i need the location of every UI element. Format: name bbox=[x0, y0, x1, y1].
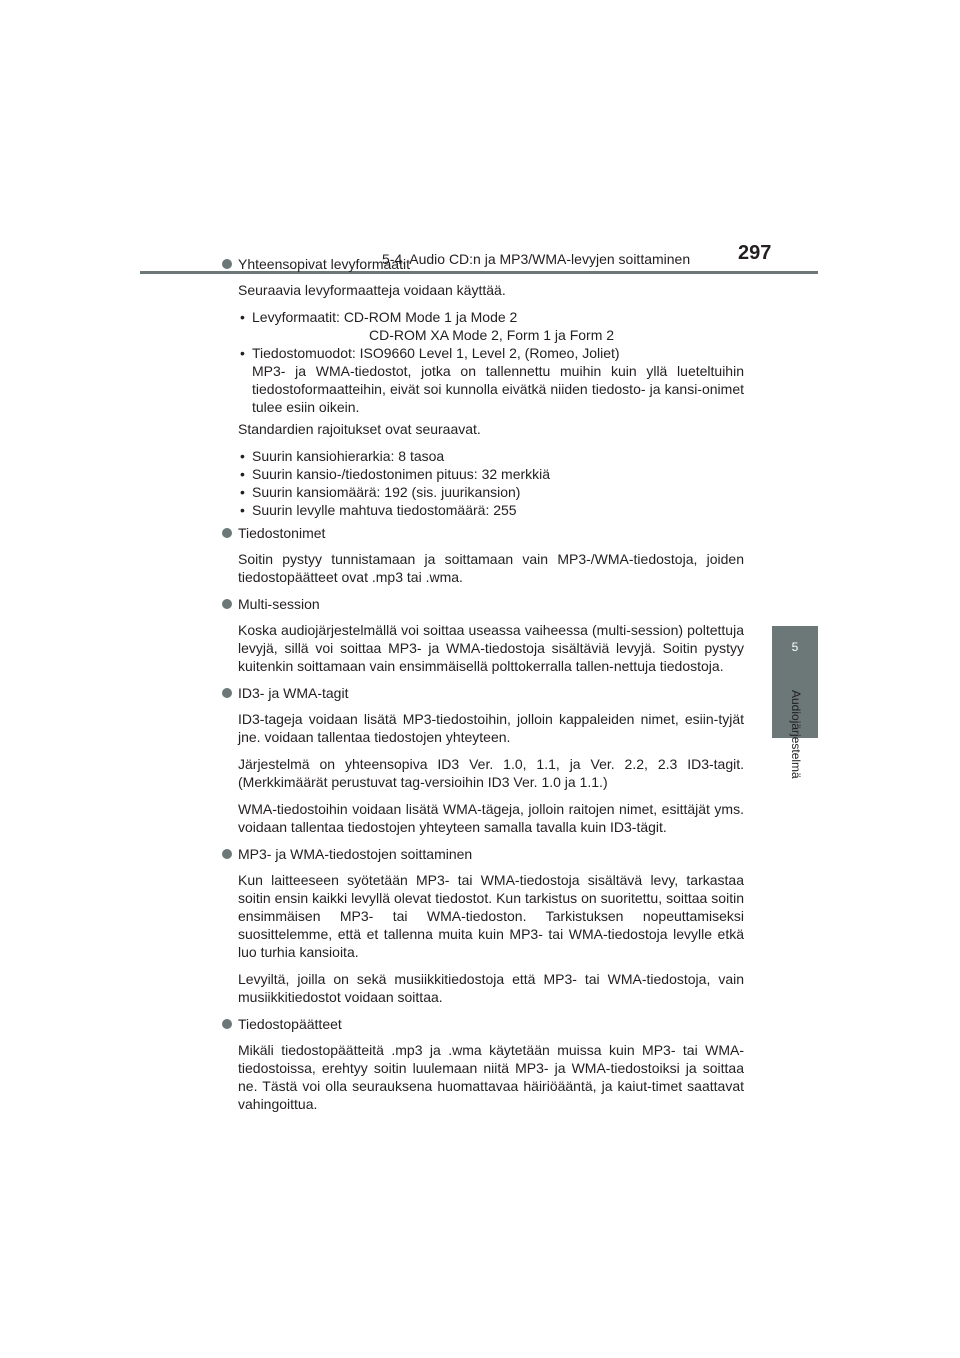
heading-text: Yhteensopivat levyformaatit bbox=[238, 256, 410, 272]
paragraph: Soitin pystyy tunnistamaan ja soittamaan vain MP3-/WMA-tiedostoja, joiden tiedostopäätteet ovat .mp3 tai .wma. bbox=[238, 551, 744, 585]
section-disc-formats bbox=[222, 255, 744, 519]
list-item-text: • Tiedostomuodot: ISO9660 Level 1, Level 2, (Romeo, Joliet) bbox=[252, 345, 620, 361]
section-heading bbox=[222, 595, 744, 613]
section-playback bbox=[222, 845, 744, 1006]
paragraph: Koska audiojärjestelmällä voi soittaa useassa vaiheessa (multi-session) poltettuja levyjä, sillä voi soittaa MP3- ja WMA-tiedostoja sisältäviä levyjä. Soitin pystyy kuitenkin soittamaan vain ensimmäisellä polttokerralla tallen-nettuja tiedostoja. bbox=[238, 622, 744, 674]
chapter-label-box bbox=[789, 690, 803, 890]
section-file-names bbox=[222, 524, 744, 586]
paragraph: Seuraavia levyformaatteja voidaan käyttää. bbox=[238, 282, 506, 298]
paragraph: Kun laitteeseen syötetään MP3- tai WMA-tiedostoja sisältävä levy, tarkastaa soitin ensin kaikki levyllä olevat tiedostot. Kun tarkistus on suoritettu, soittaa soitin ensimmäisen MP3- tai WMA-tiedoston. Tarkistuksen nopeuttamiseksi suosittelemme, että et tallenna muita kuin MP3- tai WMA-tiedostoja levylle etkä luo turhia kansioita. bbox=[238, 872, 744, 960]
heading-text: MP3- ja WMA-tiedostojen soittaminen bbox=[238, 846, 473, 862]
bullet-icon bbox=[222, 528, 232, 538]
section-id3-wma-tags bbox=[222, 684, 744, 836]
chapter-number: 5 bbox=[791, 640, 799, 654]
section-heading bbox=[222, 524, 744, 542]
format-list bbox=[238, 308, 744, 416]
heading-text: Tiedostonimet bbox=[238, 525, 326, 541]
paragraph: Standardien rajoitukset ovat seuraavat. bbox=[238, 421, 481, 437]
heading-text: Multi-session bbox=[238, 596, 320, 612]
section-heading bbox=[222, 255, 744, 273]
list-item-text: CD-ROM XA Mode 2, Form 1 ja Form 2 bbox=[369, 327, 615, 343]
section-heading bbox=[222, 1015, 744, 1033]
paragraph: Levyiltä, joilla on sekä musiikkitiedostoja että MP3- tai WMA-tiedostoja, vain musiikkitiedostot voidaan soittaa. bbox=[238, 971, 744, 1005]
section-file-extensions bbox=[222, 1015, 744, 1113]
page-number: 297 bbox=[738, 242, 772, 264]
list-item bbox=[238, 308, 744, 344]
list-item: • Suurin levylle mahtuva tiedostomäärä: 255 bbox=[238, 501, 744, 519]
heading-text: ID3- ja WMA-tagit bbox=[238, 685, 349, 701]
list-item bbox=[238, 344, 744, 416]
paragraph: WMA-tiedostoihin voidaan lisätä WMA-tägeja, jolloin raitojen nimet, esittäjät yms. voidaan tallentaa tiedostojen yhteyteen samalla tavalla kuin ID3-tägit. bbox=[238, 801, 744, 835]
running-header-title: 5-4. Audio CD:n ja MP3/WMA-levyjen soittaminen bbox=[382, 251, 691, 267]
section-heading bbox=[222, 845, 744, 863]
list-item-text: • Levyformaatit: CD-ROM Mode 1 ja Mode 2 bbox=[252, 309, 518, 325]
bullet-icon bbox=[222, 1019, 232, 1029]
paragraph: ID3-tageja voidaan lisätä MP3-tiedostoihin, jolloin kappaleiden nimet, esiin-tyjät jne. voidaan tallentaa tiedostojen yhteyteen. bbox=[238, 711, 744, 745]
bullet-icon bbox=[222, 259, 232, 269]
list-item: • Suurin kansio-/tiedostonimen pituus: 32 merkkiä bbox=[238, 465, 744, 483]
section-multi-session bbox=[222, 595, 744, 675]
heading-text: Tiedostopäätteet bbox=[238, 1016, 342, 1032]
bullet-icon bbox=[222, 849, 232, 859]
paragraph: Mikäli tiedostopäätteitä .mp3 ja .wma käytetään muissa kuin MP3- tai WMA-tiedostoissa, erehtyy soitin luulemaan niitä MP3- ja WMA-tiedostoiksi ja soittaa ne. Tästä voi olla seurauksena huomattavaa häiriöääntä, ja kaiut-timet saattavat vahingoittua. bbox=[238, 1042, 744, 1112]
list-item-text: MP3- ja WMA-tiedostot, jotka on tallennettu muihin kuin yllä lueteltuihin tiedostoformaatteihin, eivät soi kunnolla eivätkä niiden tiedosto- ja kansi-onimet tulee esiin oikein. bbox=[252, 363, 744, 415]
paragraph: Järjestelmä on yhteensopiva ID3 Ver. 1.0, 1.1, ja Ver. 2.2, 2.3 ID3-tagit. (Merkkimäärät perustuvat tag-versioihin ID3 Ver. 1.0 ja 1.1.) bbox=[238, 756, 744, 790]
bullet-icon bbox=[222, 599, 232, 609]
list-item: • Suurin kansiohierarkia: 8 tasoa bbox=[238, 447, 744, 465]
page-content bbox=[222, 255, 744, 1118]
bullet-icon bbox=[222, 688, 232, 698]
list-item: • Suurin kansiomäärä: 192 (sis. juurikansion) bbox=[238, 483, 744, 501]
section-heading bbox=[222, 684, 744, 702]
limits-list bbox=[238, 447, 744, 519]
chapter-label: Audiojärjestelmä bbox=[789, 690, 803, 779]
